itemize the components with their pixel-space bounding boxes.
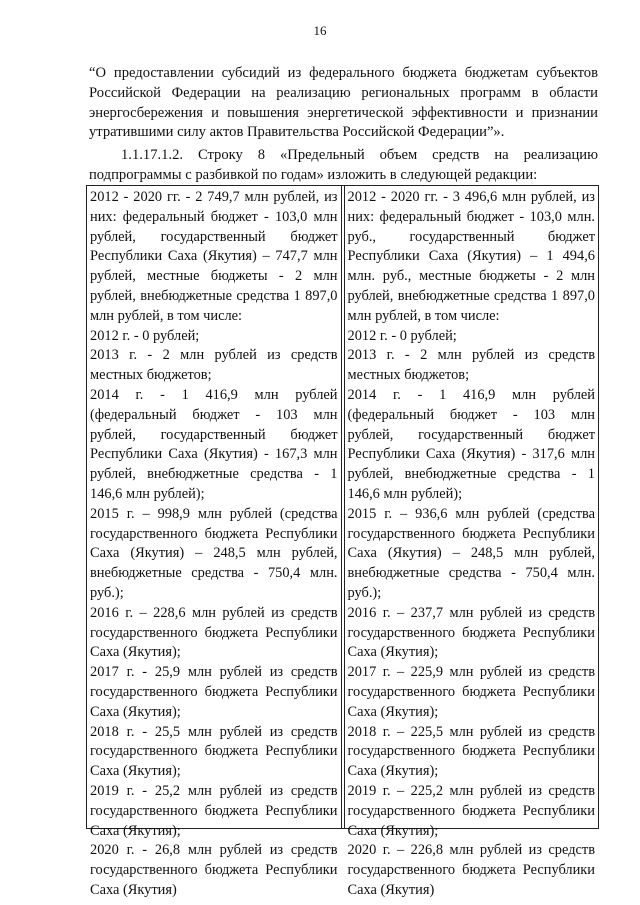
old-2020-row: 2020 г. - 26,8 млн рублей из средств государственного бюджета Республики Саха (Якутия): [90, 842, 338, 898]
new-2014-row: 2014 г. - 1 416,9 млн рублей (федеральный бюджет - 103 млн рублей, государственный бюджет Республики Саха (Якутия) - 317,6 млн рублей, внебюджетные средства - 1 146,6 млн рублей);: [347, 386, 595, 502]
old-total-cell: 2012 - 2020 гг. - 2 749,7 млн рублей, из них: федеральный бюджет - 103,0 млн рублей, государственный бюджет Республики Саха (Якутия) – 747,7 млн рублей, местные бюджеты - 2 млн рублей, внебюджетные средства 1 897,0 млн рублей, в том числе:: [90, 189, 338, 324]
old-2012-row: 2012 г. - 0 рублей;: [90, 327, 200, 344]
page-number: 16: [313, 23, 327, 38]
new-2015-row: 2015 г. – 936,6 млн рублей (средства государственного бюджета Республики Саха (Якутия) – 248,5 млн рублей, внебюджетные средства - 750,4 млн. руб.);: [347, 505, 595, 601]
new-total-cell: 2012 - 2020 гг. - 3 496,6 млн рублей, из них: федеральный бюджет - 103,0 млн. руб., государственный бюджет Республики Саха (Якутия) – 1 494,6 млн. руб., местные бюджеты - 2 млн рублей, внебюджетные средства 1 897,0 млн рублей, в том числе:: [347, 189, 595, 324]
new-2013-row: 2013 г. - 2 млн рублей из средств местных бюджетов;: [347, 347, 595, 384]
clause-paragraph: 1.1.17.1.2. Строку 8 «Предельный объем средств на реализацию подпрограммы с разбивкой по годам» изложить в следующей редакции:: [89, 147, 598, 183]
new-2018-row: 2018 г. – 225,5 млн рублей из средств государственного бюджета Республики Саха (Якутия);: [347, 723, 595, 780]
old-2018-row: 2018 г. - 25,5 млн рублей из средств государственного бюджета Республики Саха (Якутия);: [90, 723, 338, 780]
new-2019-row: 2019 г. – 225,2 млн рублей из средств государственного бюджета Республики Саха (Якутия);: [347, 782, 595, 839]
old-2017-row: 2017 г. - 25,9 млн рублей из средств государственного бюджета Республики Саха (Якутия);: [90, 664, 338, 720]
old-2015-row: 2015 г. – 998,9 млн рублей (средства государственного бюджета Республики Саха (Якутия) – 248,5 млн рублей, внебюджетные средства - 750,4 млн. руб.);: [90, 505, 338, 601]
amendment-table: [86, 185, 599, 898]
old-wording-column: [87, 186, 342, 898]
old-2014-row: 2014 г. - 1 416,9 млн рублей (федеральный бюджет - 103 млн рублей, государственный бюджет Республики Саха (Якутия) - 167,3 млн рублей, внебюджетные средства - 1 146,6 млн рублей);: [90, 386, 338, 502]
old-2019-row: 2019 г. - 25,2 млн рублей из средств государственного бюджета Республики Саха (Якутия);: [90, 782, 338, 839]
new-wording-column: [344, 186, 599, 898]
new-2012-row: 2012 г. - 0 рублей;: [347, 327, 457, 344]
intro-paragraph: “О предоставлении субсидий из федерального бюджета бюджетам субъектов Российской Федерации на реализацию региональных программ в области энергосбережения и повышения энергетической эффективности и признании утратившими силу актов Правительства Российской Федерации”».: [89, 65, 598, 141]
old-2013-row: 2013 г. - 2 млн рублей из средств местных бюджетов;: [90, 347, 338, 384]
new-2016-row: 2016 г. – 237,7 млн рублей из средств государственного бюджета Республики Саха (Якутия);: [347, 604, 595, 661]
old-2016-row: 2016 г. – 228,6 млн рублей из средств государственного бюджета Республики Саха (Якутия);: [90, 604, 338, 661]
new-2020-row: 2020 г. – 226,8 млн рублей из средств государственного бюджета Республики Саха (Якутия): [347, 842, 595, 898]
new-2017-row: 2017 г. – 225,9 млн рублей из средств государственного бюджета Республики Саха (Якутия);: [347, 664, 595, 720]
